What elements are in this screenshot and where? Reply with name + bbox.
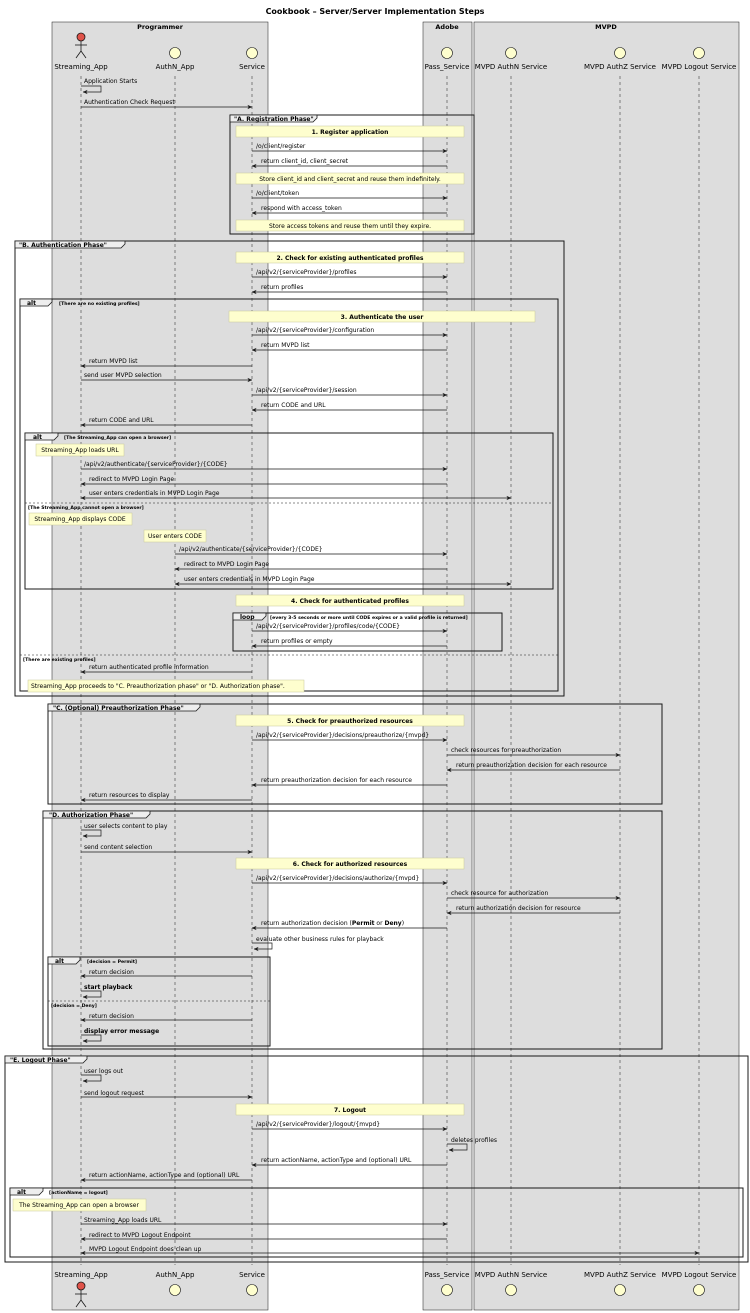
box-adobe-label: Adobe — [435, 23, 459, 31]
msg-start-playback: start playback — [84, 984, 133, 991]
divider-check-authz: 6. Check for authorized resources — [292, 861, 408, 868]
loop-check-condition: [every 3-5 seconds or more until CODE expires or a valid profile is returned] — [270, 616, 468, 621]
mvpd-authz-bottom-icon — [615, 1285, 626, 1296]
participant-pass-service-label-bottom: Pass_Service — [424, 1271, 470, 1279]
participant-mvpd-authz-label-bottom: MVPD AuthZ Service — [584, 1271, 656, 1279]
msg-check-preauth: check resources for preauthorization — [451, 747, 562, 754]
msg-redirect-app: redirect to MVPD Login Page — [89, 476, 175, 483]
alt-logout-condition: [actionName = logout] — [49, 1191, 108, 1196]
msg-action-name-service: return actionName, actionType and (optional) URL — [261, 1157, 412, 1164]
msg-authz-decision-permit: Permit — [351, 920, 375, 927]
msg-credentials-app: user enters credentials in MVPD Login Page — [89, 490, 220, 497]
note-store-client: Store client_id and client_secret and reuse them indefinitely. — [259, 176, 441, 183]
msg-return-profiles: return profiles — [261, 284, 304, 291]
msg-select-content: user selects content to play — [84, 823, 168, 830]
msg-authz-decision-end: ) — [401, 920, 405, 927]
msg-profiles-empty: return profiles or empty — [261, 638, 333, 645]
msg-return-decision-permit: return decision — [89, 969, 134, 976]
alt-profiles-else-condition: [There are existing profiles] — [23, 658, 96, 663]
alt-browser-label: alt — [33, 434, 42, 441]
tab-alt-decision — [48, 957, 80, 964]
note-loads-url: Streaming_App loads URL — [41, 447, 119, 454]
msg-preauth-decision: return preauthorization decision for each resource — [261, 777, 412, 784]
msg-resources-display: return resources to display — [89, 792, 170, 799]
pass-service-bottom-icon — [442, 1285, 453, 1296]
msg-authz-decision — [261, 920, 404, 927]
service-top-icon — [247, 48, 258, 59]
msg-auth-check: Authentication Check Request — [84, 99, 175, 106]
msg-return-mvpd-list-app: return MVPD list — [89, 358, 138, 365]
msg-return-mvpd-list: return MVPD list — [261, 342, 310, 349]
msg-register: /o/client/register — [256, 143, 306, 150]
alt-browser-else-condition: [The Streaming_App cannot open a browser] — [28, 506, 144, 511]
msg-preauthorize: /api/v2/{serviceProvider}/decisions/preauthorize/{mvpd} — [256, 732, 430, 739]
msg-return-client: return client_id, client_secret — [261, 158, 348, 165]
participant-mvpd-authz-label-top: MVPD AuthZ Service — [584, 63, 656, 71]
msg-return-decision-deny: return decision — [89, 1013, 134, 1020]
msg-authenticate-app: /api/v2/authenticate/{serviceProvider}/{CODE} — [84, 461, 228, 468]
participant-mvpd-logout-label-bottom: MVPD Logout Service — [661, 1271, 737, 1279]
msg-redirect-logout: redirect to MVPD Logout Endpoint — [89, 1232, 191, 1239]
phase-b-label: "B. Authentication Phase" — [19, 242, 107, 249]
divider-check-auth: 4. Check for authenticated profiles — [291, 598, 409, 605]
msg-logout: /api/v2/{serviceProvider}/logout/{mvpd} — [256, 1121, 381, 1128]
alt-logout-label: alt — [17, 1189, 26, 1196]
mvpd-authn-bottom-icon — [506, 1285, 517, 1296]
participant-authn-app-label-top: AuthN_App — [155, 63, 195, 71]
box-programmer-label: Programmer — [137, 23, 183, 31]
msg-return-code: return CODE and URL — [261, 402, 326, 409]
participant-service-label-top: Service — [239, 63, 265, 71]
msg-configuration: /api/v2/{serviceProvider}/configuration — [256, 327, 375, 334]
authn-app-top-icon — [170, 48, 181, 59]
msg-authenticate-authn: /api/v2/authenticate/{serviceProvider}/{CODE} — [179, 546, 323, 553]
msg-send-selection: send user MVPD selection — [84, 372, 162, 379]
divider-logout: 7. Logout — [333, 1107, 367, 1114]
msg-auth-profile-info: return authenticated profile information — [89, 664, 209, 671]
mvpd-authn-top-icon — [506, 48, 517, 59]
mvpd-logout-top-icon — [694, 48, 705, 59]
divider-check-preauth: 5. Check for preauthorized resources — [287, 718, 413, 725]
pass-service-top-icon — [442, 48, 453, 59]
mvpd-authz-top-icon — [615, 48, 626, 59]
msg-authz-decision-mvpd: return authorization decision for resource — [456, 905, 581, 912]
participant-mvpd-logout-label-top: MVPD Logout Service — [661, 63, 737, 71]
msg-error-message: display error message — [84, 1028, 160, 1035]
participant-authn-app-label-bottom: AuthN_App — [155, 1271, 195, 1279]
divider-check-existing: 2. Check for existing authenticated profiles — [276, 255, 424, 262]
msg-send-content: send content selection — [84, 844, 153, 851]
msg-action-name-app: return actionName, actionType and (optional) URL — [89, 1172, 240, 1179]
msg-deletes-profiles: deletes profiles — [451, 1137, 498, 1144]
msg-authorize: /api/v2/{serviceProvider}/decisions/authorize/{mvpd} — [256, 875, 420, 882]
participant-pass-service-label-top: Pass_Service — [424, 63, 470, 71]
msg-preauth-decision-mvpd: return preauthorization decision for each resource — [456, 762, 607, 769]
alt-profiles-condition: [There are no existing profiles] — [59, 302, 140, 307]
tab-alt-profiles — [20, 299, 52, 306]
msg-authz-decision-deny: Deny — [384, 920, 402, 927]
phase-c-label: "C. (Optional) Preauthorization Phase" — [53, 705, 184, 712]
mvpd-logout-bottom-icon — [694, 1285, 705, 1296]
msg-session: /api/v2/{serviceProvider}/session — [256, 387, 357, 394]
alt-profiles-label: alt — [27, 300, 36, 307]
msg-clean-up: MVPD Logout Endpoint does clean up — [89, 1246, 202, 1253]
msg-send-logout: send logout request — [84, 1090, 145, 1097]
participant-mvpd-authn-label-top: MVPD AuthN Service — [474, 63, 548, 71]
msg-user-logs-out: user logs out — [84, 1068, 123, 1075]
phase-e-label: "E. Logout Phase" — [10, 1057, 71, 1064]
note-store-tokens: Store access tokens and reuse them until they expire. — [268, 223, 432, 230]
msg-credentials-authn: user enters credentials in MVPD Login Page — [184, 576, 315, 583]
msg-authz-decision-or: or — [374, 920, 385, 927]
divider-register: 1. Register application — [311, 129, 389, 136]
alt-decision-else-condition: [decision = Deny] — [51, 1004, 97, 1009]
phase-d-label: "D. Authorization Phase" — [49, 812, 134, 819]
msg-token: /o/client/token — [256, 190, 299, 197]
msg-check-authz: check resource for authorization — [451, 890, 549, 897]
tab-alt-logout — [10, 1188, 43, 1195]
divider-authenticate: 3. Authenticate the user — [340, 314, 424, 321]
box-mvpd-label: MVPD — [595, 23, 617, 31]
msg-access-token: respond with access_token — [261, 205, 342, 212]
msg-loads-url: Streaming_App loads URL — [84, 1217, 162, 1224]
alt-decision-label: alt — [55, 958, 64, 965]
msg-app-starts: Application Starts — [84, 78, 138, 85]
participant-streaming-app-label-top: Streaming_App — [54, 63, 108, 71]
msg-business-rules: evaluate other business rules for playback — [256, 936, 384, 943]
note-user-enters-code: User enters CODE — [148, 533, 202, 540]
msg-profiles-code: /api/v2/{serviceProvider}/profiles/code/{CODE} — [256, 623, 400, 630]
note-can-open-browser: The Streaming_App can open a browser — [19, 1202, 139, 1209]
alt-browser-condition: [The Streaming_App can open a browser] — [64, 436, 172, 441]
participant-mvpd-authn-label-bottom: MVPD AuthN Service — [474, 1271, 548, 1279]
loop-check-label: loop — [240, 614, 255, 621]
alt-decision-condition: [decision = Permit] — [87, 960, 137, 965]
msg-authz-decision-a: return authorization decision ( — [261, 920, 352, 927]
box-adobe — [423, 22, 472, 1310]
note-proceeds: Streaming_App proceeds to "C. Preauthorization phase" or "D. Authorization phase". — [31, 683, 285, 690]
note-displays-code: Streaming_App displays CODE — [34, 516, 126, 523]
msg-return-code-app: return CODE and URL — [89, 417, 154, 424]
participant-streaming-app-label-bottom: Streaming_App — [54, 1271, 108, 1279]
phase-a-label: "A. Registration Phase" — [234, 116, 314, 123]
msg-profiles: /api/v2/{serviceProvider}/profiles — [256, 269, 357, 276]
participant-service-label-bottom: Service — [239, 1271, 265, 1279]
authn-app-bottom-icon — [170, 1285, 181, 1296]
service-bottom-icon — [247, 1285, 258, 1296]
diagram-title: Cookbook – Server/Server Implementation Steps — [265, 7, 485, 16]
msg-redirect-authn: redirect to MVPD Login Page — [184, 561, 270, 568]
